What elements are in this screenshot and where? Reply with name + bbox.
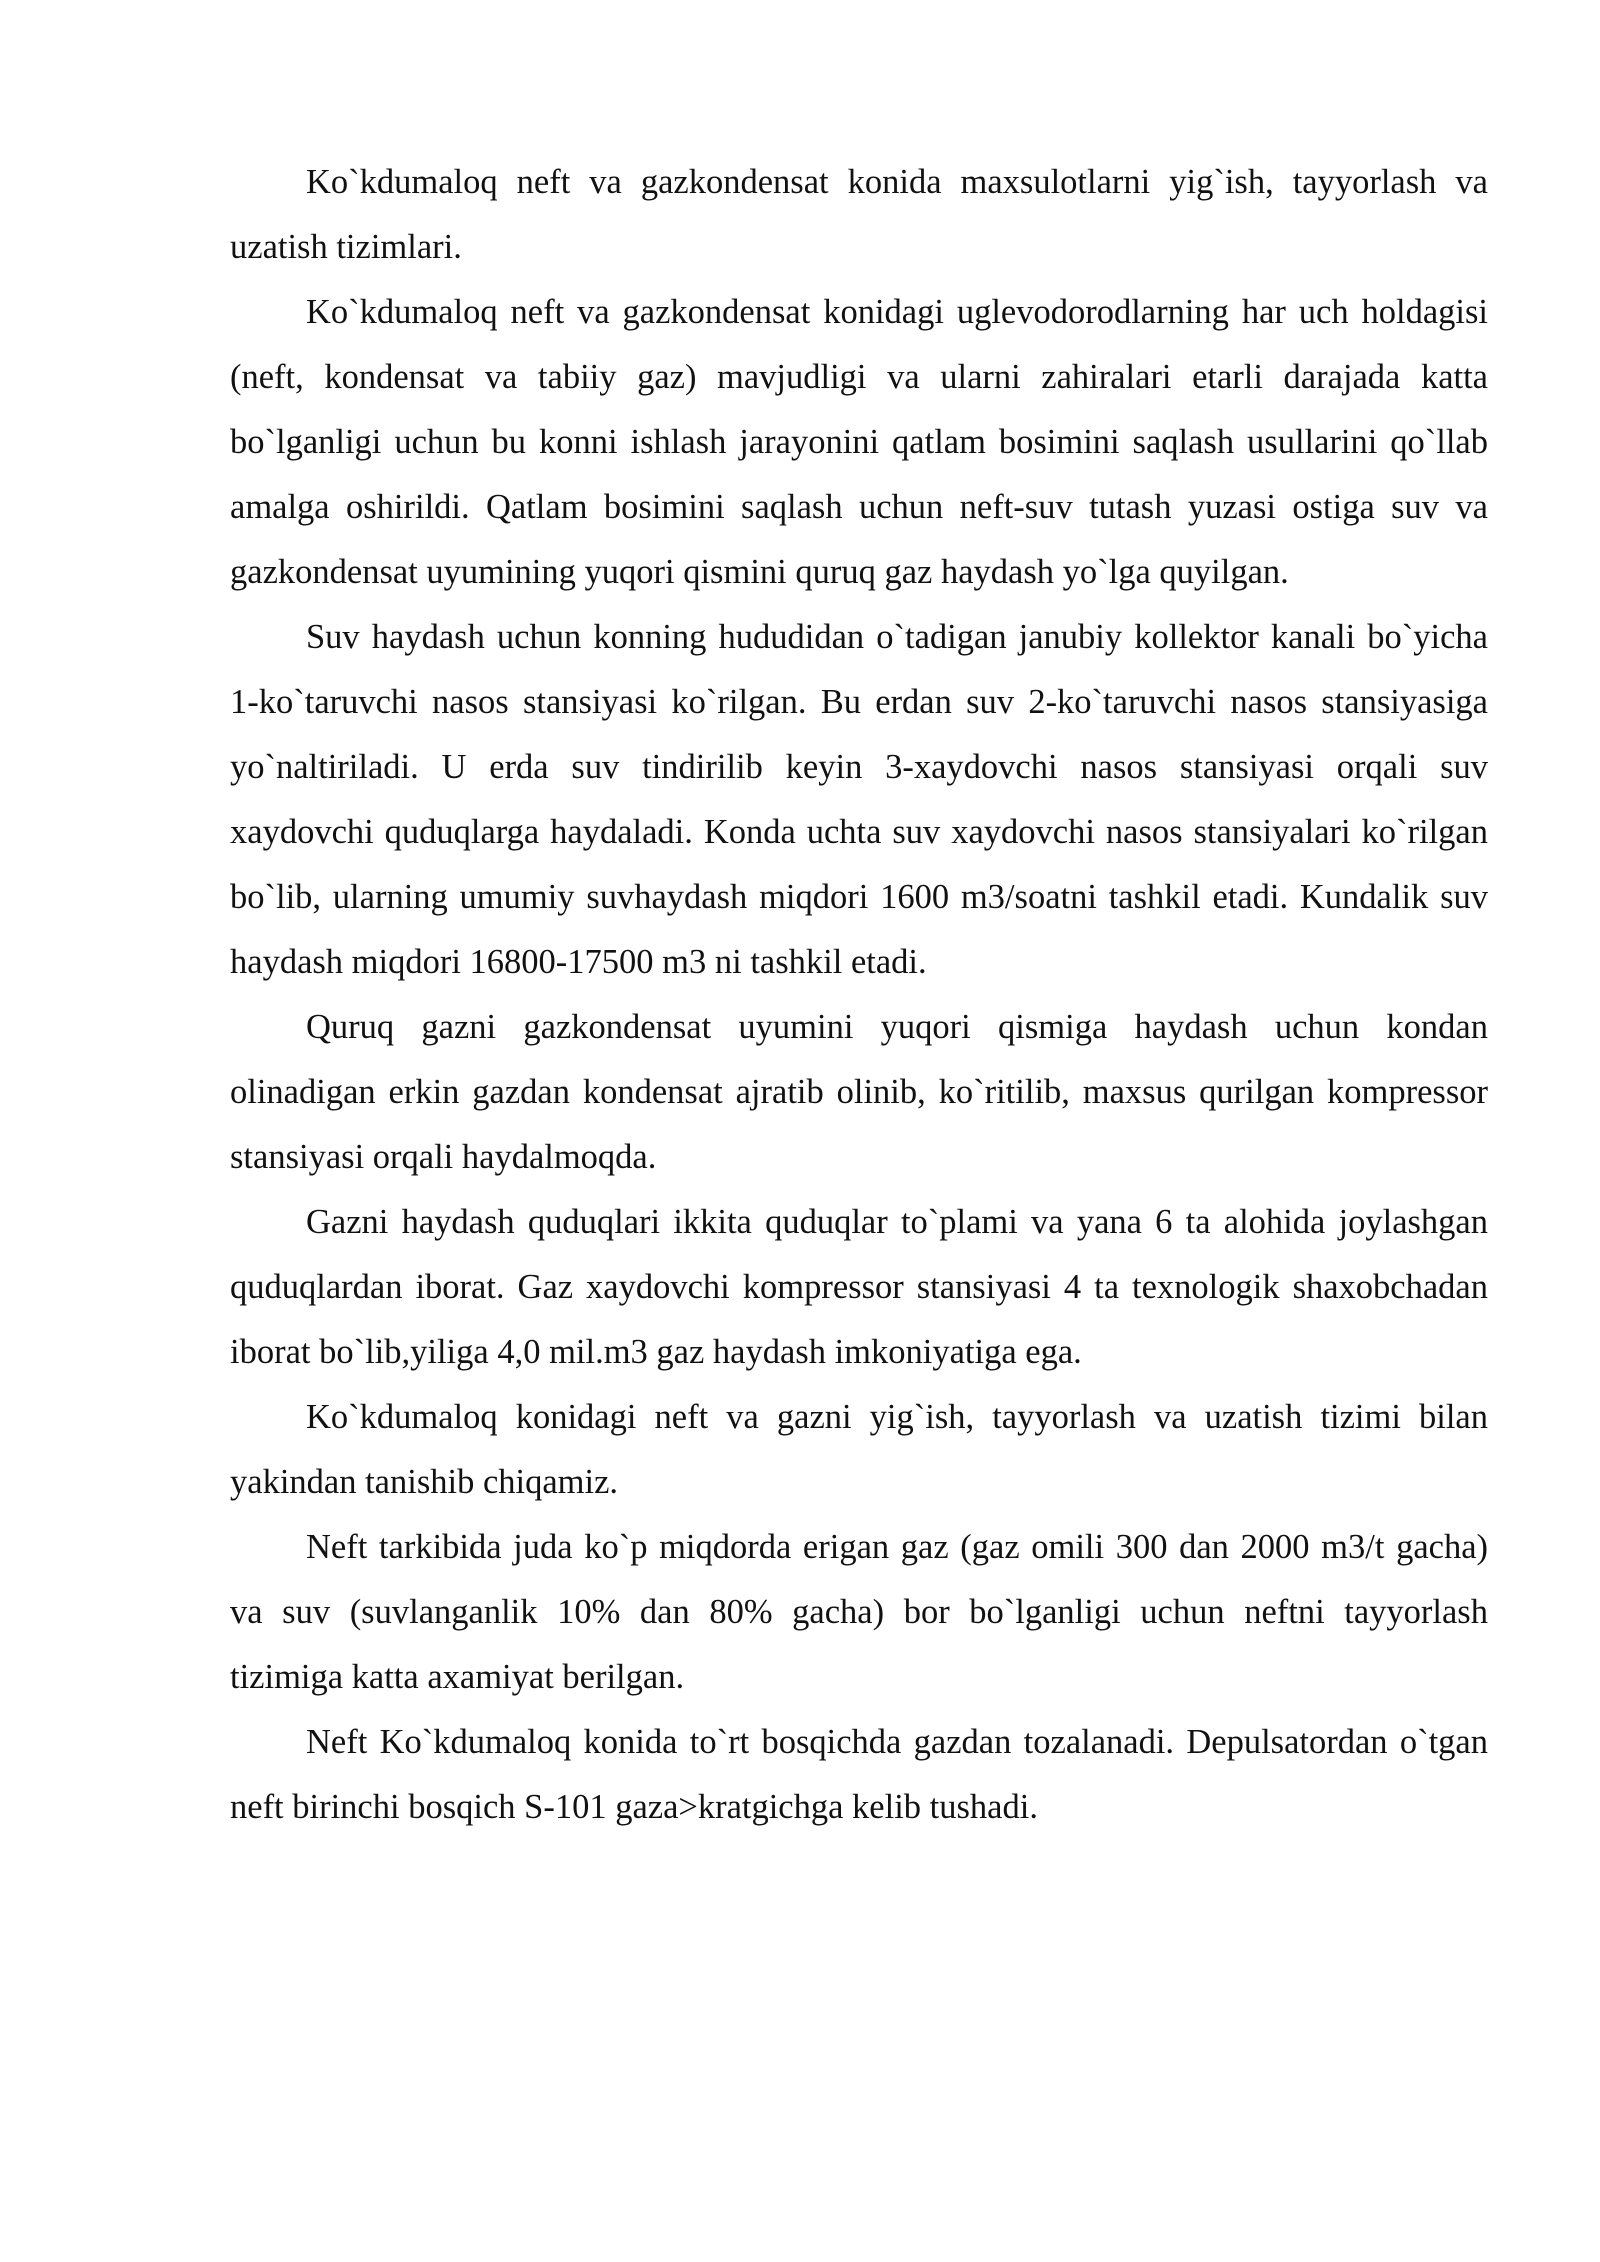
paragraph: Neft Ko`kdumaloq konida to`rt bosqichda gazdan tozalanadi. Depulsatordan o`tgan neft birinchi bosqich S-101 gaza>kratgichga kelib tushadi. (230, 1723, 1488, 1826)
paragraph: Neft tarkibida juda ko`p miqdorda erigan gaz (gaz omili 300 dan 2000 m3/t gacha) va suv (suvlanganlik 10% dan 80% gacha) bor bo`lganligi uchun neftni tayyorlash tizimiga katta axamiyat berilgan. (230, 1528, 1488, 1696)
paragraph: Ko`kdumaloq neft va gazkondensat konida maxsulotlarni yig`ish, tayyorlash va uzatish tizimlari. (230, 163, 1488, 266)
paragraph: Gazni haydash quduqlari ikkita quduqlar to`plami va yana 6 ta alohida joylashgan quduqlardan iborat. Gaz xaydovchi kompressor stansiyasi 4 ta texnologik shaxobchadan iborat bo`lib,yiliga 4,0 mil.m3 gaz haydash imkoniyatiga ega. (230, 1203, 1488, 1371)
paragraph: Ko`kdumaloq konidagi neft va gazni yig`ish, tayyorlash va uzatish tizimi bilan yakindan tanishib chiqamiz. (230, 1398, 1488, 1501)
paragraph: Ko`kdumaloq neft va gazkondensat konidagi uglevodorodlarning har uch holdagisi (neft, kondensat va tabiiy gaz) mavjudligi va ularni zahiralari etarli darajada katta bo`lganligi uchun bu konni ishlash jarayonini qatlam bosimini saqlash usullarini qo`llab amalga oshirildi. Qatlam bosimini saqlash uchun neft-suv tutash yuzasi ostiga suv va gazkondensat uyumining yuqori qismini quruq gaz haydash yo`lga quyilgan. (230, 293, 1488, 591)
paragraph: Quruq gazni gazkondensat uyumini yuqori qismiga haydash uchun kondan olinadigan erkin gazdan kondensat ajratib olinib, ko`ritilib, maxsus qurilgan kompressor stansiyasi orqali haydalmoqda. (230, 1008, 1488, 1176)
paragraph: Suv haydash uchun konning hududidan o`tadigan janubiy kollektor kanali bo`yicha 1-ko`taruvchi nasos stansiyasi ko`rilgan. Bu erdan suv 2-ko`taruvchi nasos stansiyasiga yo`naltiriladi. U erda suv tindirilib keyin 3-xaydovchi nasos stansiyasi orqali suv xaydovchi quduqlarga haydaladi. Konda uchta suv xaydovchi nasos stansiyalari ko`rilgan bo`lib, ularning umumiy suvhaydash miqdori 1600 m3/soatni tashkil etadi. Kundalik suv haydash miqdori 16800-17500 m3 ni tashkil etadi. (230, 618, 1488, 981)
